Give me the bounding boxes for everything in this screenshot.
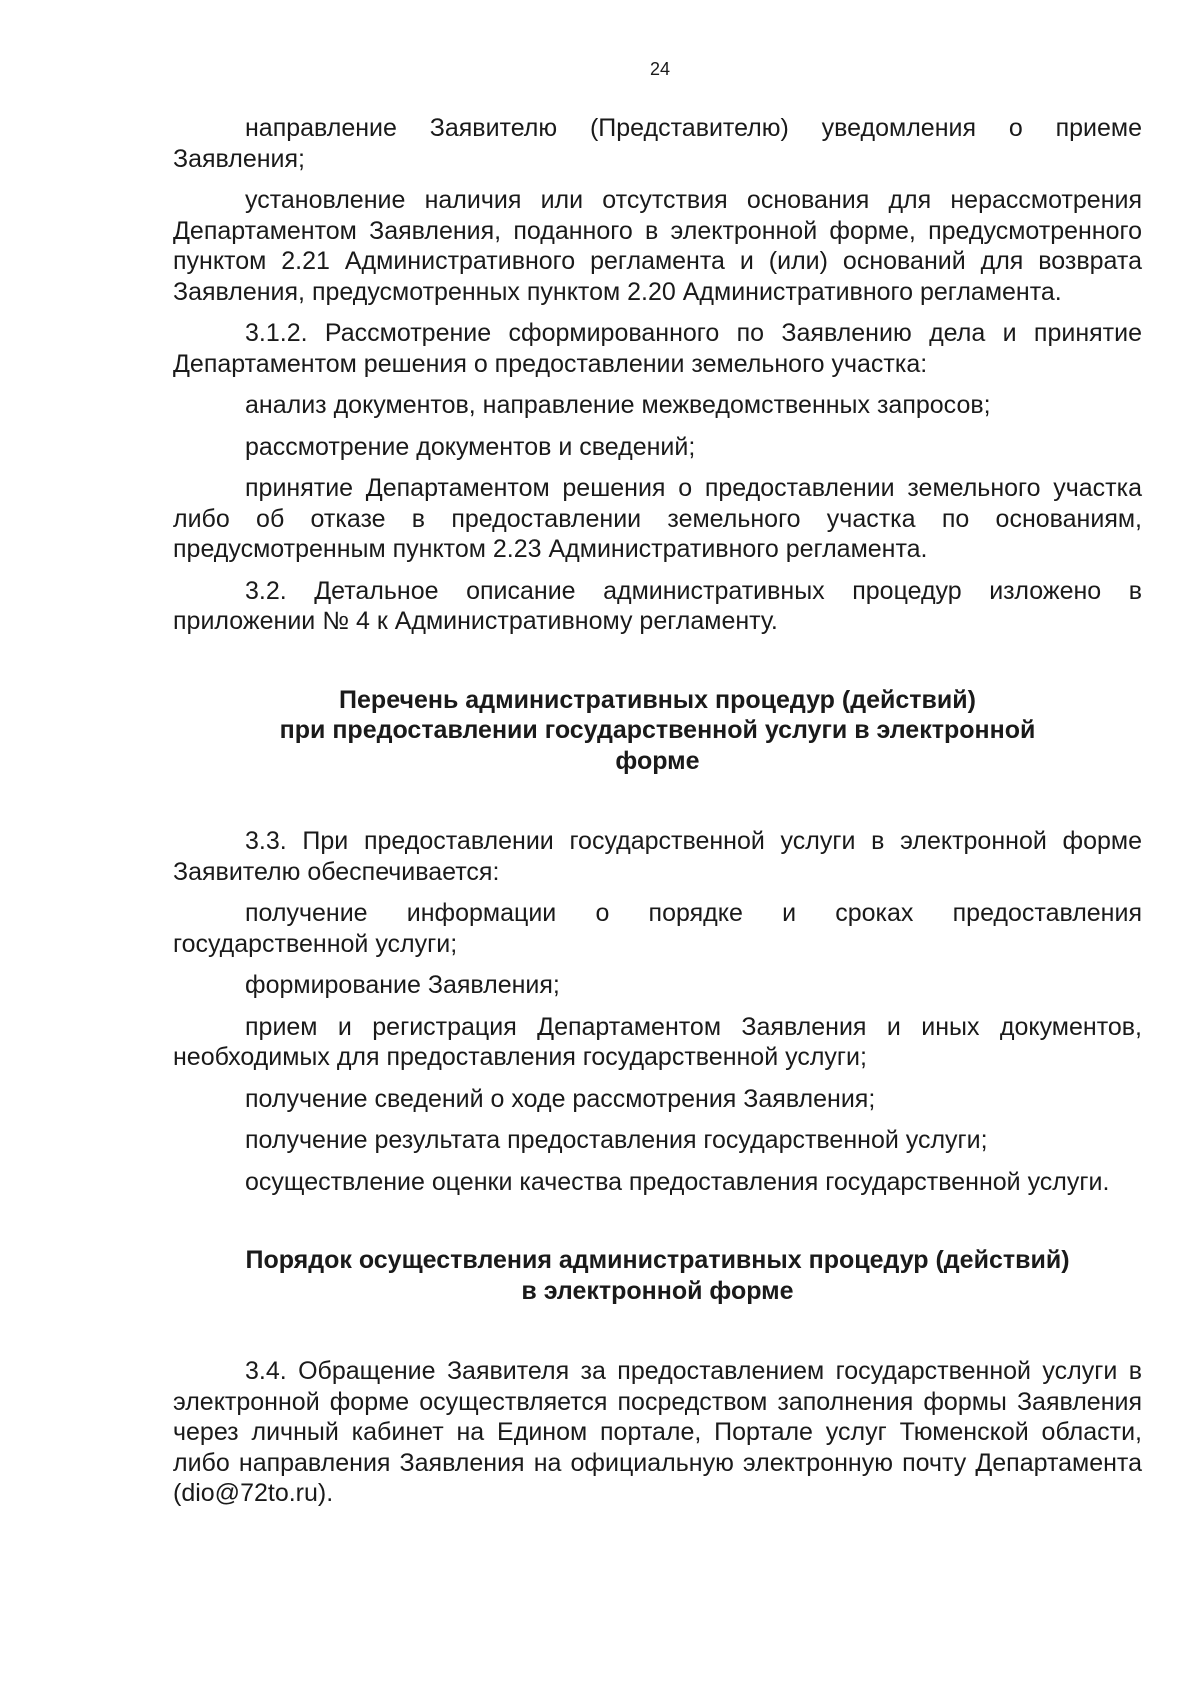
- heading-line: в электронной форме: [521, 1276, 794, 1305]
- list-item-registration: прием и регистрация Департаментом Заявления и иных документов, необходимых для предоставления государственной услуги;: [173, 1012, 1142, 1071]
- paragraph-decision: принятие Департаментом решения о предоставлении земельного участка либо об отказе в предоставлении земельного участка по основаниям, предусмотренным пунктом 2.23 Административного регламента.: [173, 474, 1142, 563]
- section-heading-procedures-order: [173, 1245, 1142, 1306]
- paragraph-3-3: 3.3. При предоставлении государственной услуги в электронной форме Заявителю обеспечивается:: [173, 827, 1142, 886]
- paragraph-3-1-2: 3.1.2. Рассмотрение сформированного по Заявлению дела и принятие Департаментом решения о предоставлении земельного участка:: [173, 319, 1142, 378]
- paragraph-document-analysis: анализ документов, направление межведомственных запросов;: [245, 391, 991, 419]
- page-number: 24: [649, 59, 671, 79]
- heading-line: при предоставлении государственной услуги в электронной: [279, 716, 1036, 744]
- paragraph-document-review: рассмотрение документов и сведений;: [245, 432, 696, 461]
- list-item-status-info: получение сведений о ходе рассмотрения Заявления;: [245, 1084, 876, 1113]
- paragraph-3-2: 3.2. Детальное описание административных процедур изложено в приложении № 4 к Административному регламенту.: [173, 576, 1142, 635]
- document-body: [173, 113, 1142, 1520]
- list-item-result: получение результата предоставления государственной услуги;: [245, 1126, 988, 1154]
- heading-line: Перечень административных процедур (действий): [339, 685, 976, 714]
- list-item-application-forming: формирование Заявления;: [245, 971, 560, 999]
- heading-line: Порядок осуществления административных процедур (действий): [245, 1246, 1070, 1274]
- heading-line: форме: [615, 746, 700, 775]
- paragraph-notice-of-receipt: направление Заявителю (Представителю) уведомления о приеме Заявления;: [173, 114, 1142, 173]
- list-item-information: получение информации о порядке и сроках предоставления государственной услуги;: [173, 899, 1142, 958]
- list-item-quality-assessment: осуществление оценки качества предоставления государственной услуги.: [245, 1167, 1110, 1196]
- paragraph-grounds-for-refusal: установление наличия или отсутствия основания для нерассмотрения Департаментом Заявления, поданного в электронной форме, предусмотренного пунктом 2.21 Административного регламента и (или) оснований для возврата Заявления, предусмотренных пунктом 2.20 Административного регламента.: [173, 186, 1142, 306]
- section-heading-procedures-list: [173, 685, 1142, 777]
- paragraph-3-4: 3.4. Обращение Заявителя за предоставлением государственной услуги в электронной форме осуществляется посредством заполнения формы Заявления через личный кабинет на Едином портале, Портале услуг Тюменской области, либо направления Заявления на официальную электронную почту Департамента (dio@72to.ru).: [173, 1357, 1142, 1507]
